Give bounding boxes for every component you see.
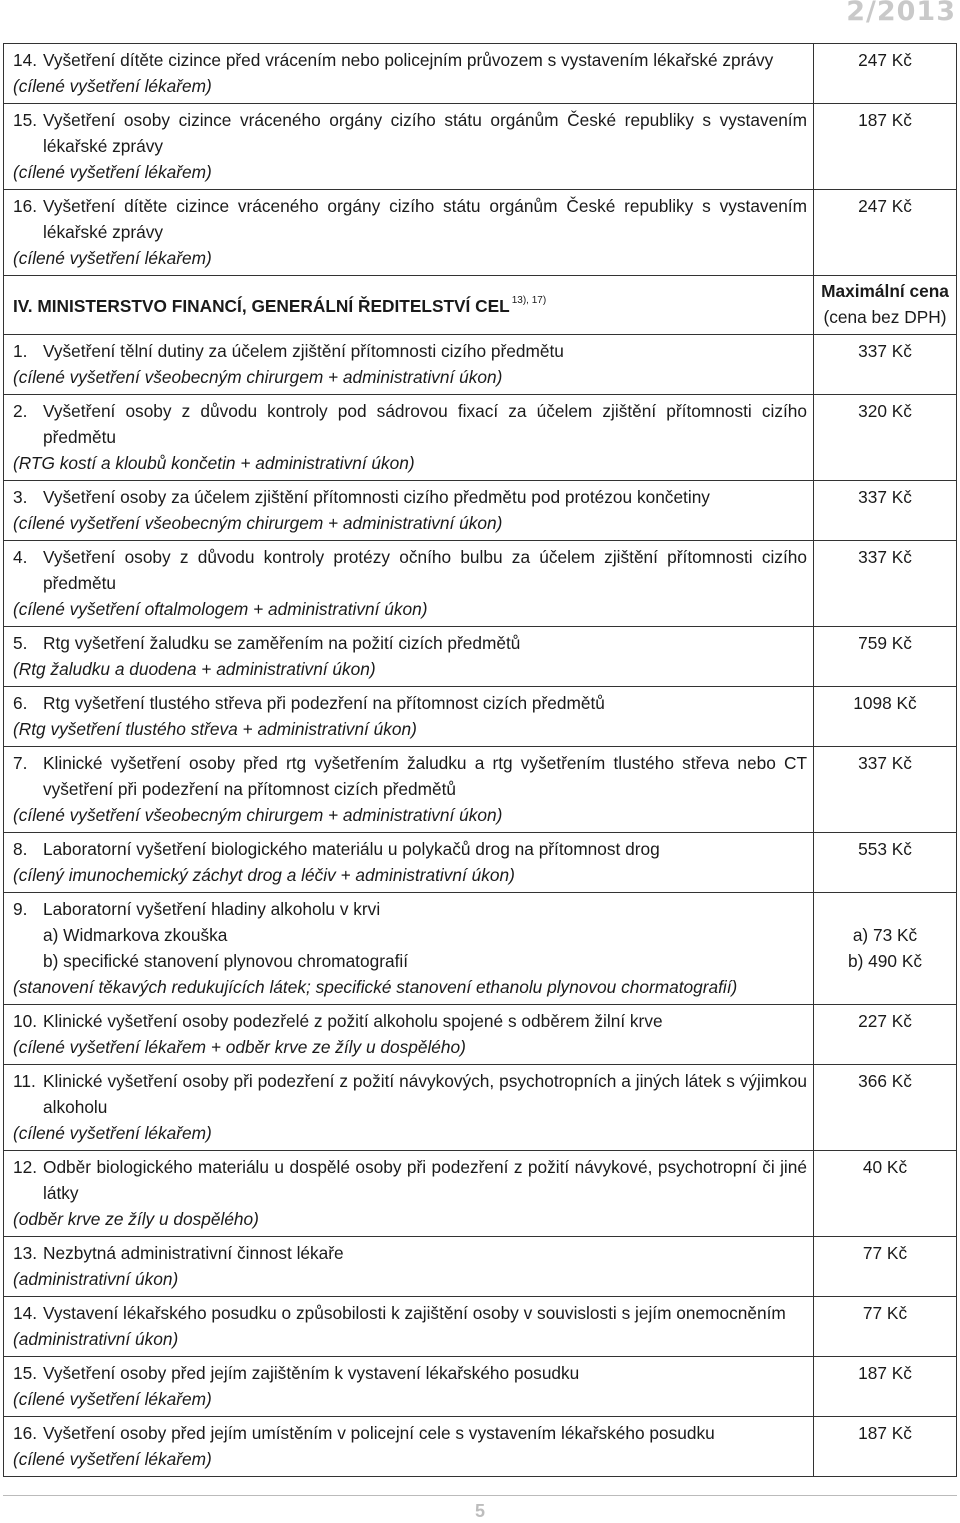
item-text: Laboratorní vyšetření biologického materiálu u polykačů drog na přítomnost drog xyxy=(43,839,660,859)
item-line xyxy=(13,750,807,802)
item-price-cell xyxy=(814,747,957,833)
item-number xyxy=(13,922,43,948)
item-row xyxy=(4,1065,957,1151)
item-description xyxy=(4,893,814,1005)
item-description xyxy=(4,541,814,627)
item-note: (cílené vyšetření lékařem) xyxy=(13,1123,212,1143)
section-footnote: 13), 17) xyxy=(511,295,547,306)
item-price: 1098 Kč xyxy=(853,693,917,713)
item-text: Vyšetření tělní dutiny za účelem zjištění přítomnosti cizího předmětu xyxy=(43,341,564,361)
item-price-cell xyxy=(814,104,957,190)
item-number: 7. xyxy=(13,753,28,773)
item-text: Vyšetření dítěte cizince vráceného orgány cizího státu orgánům České republiky s vystavením lékařské zprávy xyxy=(43,196,807,242)
item-line xyxy=(13,1360,807,1386)
item-description xyxy=(4,44,814,104)
item-line xyxy=(13,630,807,656)
item-text: Klinické vyšetření osoby při podezření z požití návykových, psychotropních a jiných látek s výjimkou alkoholu xyxy=(43,1071,807,1117)
item-price-cell xyxy=(814,833,957,893)
item-price-cell xyxy=(814,1065,957,1151)
item-text: Vyšetření osoby před jejím umístěním v policejní cele s vystavením lékařského posudku xyxy=(43,1423,715,1443)
item-price-cell xyxy=(814,481,957,541)
item-row xyxy=(4,1417,957,1477)
item-price: 77 Kč xyxy=(862,1303,908,1323)
item-price: 759 Kč xyxy=(858,633,912,653)
item-number: 14. xyxy=(13,50,38,70)
item-note: (cílené vyšetření lékařem + odběr krve ze žíly u dospělého) xyxy=(13,1037,466,1057)
item-text: a) Widmarkova zkouška xyxy=(43,925,228,945)
item-text: Rtg vyšetření tlustého střeva při podezření na přítomnost cizích předmětů xyxy=(43,693,605,713)
price-table xyxy=(3,43,957,1477)
item-number: 15. xyxy=(13,110,38,130)
item-number: 12. xyxy=(13,1157,38,1177)
item-line xyxy=(13,1008,807,1034)
item-text: Vyšetření osoby z důvodu kontroly protézy očního bulbu za účelem zjištění přítomnosti cizího předmětu xyxy=(43,547,807,593)
item-note: (cílené vyšetření všeobecným chirurgem + administrativní úkon) xyxy=(13,367,503,387)
item-row xyxy=(4,893,957,1005)
item-row xyxy=(4,1005,957,1065)
item-note: (cílené vyšetření všeobecným chirurgem + administrativní úkon) xyxy=(13,513,503,533)
item-price: b) 490 Kč xyxy=(848,951,922,971)
item-line xyxy=(13,836,807,862)
item-description xyxy=(4,833,814,893)
item-description xyxy=(4,1151,814,1237)
item-row xyxy=(4,1357,957,1417)
item-note: (cílené vyšetření lékařem) xyxy=(13,1389,212,1409)
item-price-cell xyxy=(814,893,957,1005)
item-line xyxy=(13,922,807,948)
item-price-cell xyxy=(814,335,957,395)
item-text: b) specifické stanovení plynovou chromatografií xyxy=(43,951,409,971)
item-row xyxy=(4,1151,957,1237)
item-price-cell xyxy=(814,395,957,481)
item-row xyxy=(4,1237,957,1297)
item-number: 4. xyxy=(13,547,28,567)
item-number: 6. xyxy=(13,693,28,713)
item-note: (administrativní úkon) xyxy=(13,1329,179,1349)
item-number xyxy=(13,948,43,974)
issue-label: 2/2013 xyxy=(846,0,956,27)
item-price: 187 Kč xyxy=(858,110,912,130)
item-note: (cílený imunochemický záchyt drog a léčiv + administrativní úkon) xyxy=(13,865,515,885)
item-text: Vyšetření osoby za účelem zjištění přítomnosti cizího předmětu pod protézou končetiny xyxy=(43,487,710,507)
price-subheader: (cena bez DPH) xyxy=(823,307,947,327)
item-text: Rtg vyšetření žaludku se zaměřením na požití cizích předmětů xyxy=(43,633,521,653)
item-price-cell xyxy=(814,541,957,627)
item-description xyxy=(4,747,814,833)
item-line xyxy=(13,338,807,364)
item-note: (cílené vyšetření lékařem) xyxy=(13,1449,212,1469)
item-price-cell xyxy=(814,190,957,276)
item-number: 8. xyxy=(13,839,28,859)
item-row xyxy=(4,687,957,747)
item-text: Vyšetření osoby z důvodu kontroly pod sádrovou fixací za účelem zjištění přítomnosti cizího předmětu xyxy=(43,401,807,447)
item-number: 10. xyxy=(13,1011,38,1031)
item-number: 3. xyxy=(13,487,28,507)
item-description xyxy=(4,1237,814,1297)
item-price: 337 Kč xyxy=(858,547,912,567)
item-note: (stanovení těkavých redukujících látek; specifické stanovení ethanolu plynovou chormatografií) xyxy=(13,977,738,997)
item-description xyxy=(4,627,814,687)
item-price: 40 Kč xyxy=(862,1157,908,1177)
item-text: Klinické vyšetření osoby před rtg vyšetřením žaludku a rtg vyšetřením tlustého střeva nebo CT vyšetření při podezření na přítomnost cizích předmětů xyxy=(43,753,807,799)
item-line xyxy=(13,896,807,922)
item-text: Vyšetření dítěte cizince před vrácením nebo policejním průvozem s vystavením lékařské zprávy xyxy=(43,50,774,70)
item-note: (cílené vyšetření lékařem) xyxy=(13,248,212,268)
top-item-row xyxy=(4,104,957,190)
page-number: 5 xyxy=(474,1501,485,1521)
item-price: 553 Kč xyxy=(858,839,912,859)
item-row xyxy=(4,1297,957,1357)
item-price-cell xyxy=(814,1005,957,1065)
item-number: 5. xyxy=(13,633,28,653)
item-price-cell xyxy=(814,1151,957,1237)
top-item-row xyxy=(4,44,957,104)
item-price: a) 73 Kč xyxy=(852,925,918,945)
item-number: 14. xyxy=(13,1303,38,1323)
item-row xyxy=(4,335,957,395)
item-price-cell xyxy=(814,1357,957,1417)
item-line xyxy=(13,484,807,510)
item-number: 11. xyxy=(13,1071,36,1091)
item-text: Vystavení lékařského posudku o způsobilosti k zajištění osoby v souvislosti s jejím onemocněním xyxy=(43,1303,786,1323)
item-text: Klinické vyšetření osoby podezřelé z požití alkoholu spojené s odběrem žilní krve xyxy=(43,1011,663,1031)
item-row xyxy=(4,747,957,833)
top-item-row xyxy=(4,190,957,276)
item-number: 15. xyxy=(13,1363,38,1383)
item-number: 16. xyxy=(13,1423,38,1443)
item-row xyxy=(4,627,957,687)
item-price-cell xyxy=(814,627,957,687)
item-line xyxy=(13,690,807,716)
item-number: 1. xyxy=(13,341,28,361)
item-price: 227 Kč xyxy=(858,1011,912,1031)
item-line xyxy=(13,193,807,245)
item-text: Odběr biologického materiálu u dospělé osoby při podezření z požití návykové, psychotropní či jiné látky xyxy=(43,1157,807,1203)
item-note: (Rtg vyšetření tlustého střeva + administrativní úkon) xyxy=(13,719,417,739)
item-row xyxy=(4,833,957,893)
item-price: 337 Kč xyxy=(858,487,912,507)
item-text: Vyšetření osoby cizince vráceného orgány cizího státu orgánům České republiky s vystavením lékařské zprávy xyxy=(43,110,807,156)
item-price: 77 Kč xyxy=(862,1243,908,1263)
item-description xyxy=(4,1417,814,1477)
item-note: (odběr krve ze žíly u dospělého) xyxy=(13,1209,259,1229)
price-spacer xyxy=(818,896,952,922)
item-price: 247 Kč xyxy=(858,50,912,70)
item-line xyxy=(13,398,807,450)
item-description xyxy=(4,1297,814,1357)
item-number: 2. xyxy=(13,401,28,421)
item-row xyxy=(4,481,957,541)
item-line xyxy=(13,47,807,73)
price-table-body xyxy=(4,44,957,1477)
item-price: 247 Kč xyxy=(858,196,912,216)
item-line xyxy=(13,1154,807,1206)
item-note: (cílené vyšetření lékařem) xyxy=(13,76,212,96)
item-number: 16. xyxy=(13,196,38,216)
item-price: 187 Kč xyxy=(858,1423,912,1443)
item-price: 337 Kč xyxy=(858,341,912,361)
item-number: 13. xyxy=(13,1243,38,1263)
item-price-cell xyxy=(814,687,957,747)
price-header: Maximální cena xyxy=(821,281,949,301)
item-price-cell xyxy=(814,1417,957,1477)
item-price-cell xyxy=(814,44,957,104)
item-description xyxy=(4,104,814,190)
item-number: 9. xyxy=(13,899,28,919)
item-description xyxy=(4,1357,814,1417)
item-price: 366 Kč xyxy=(858,1071,912,1091)
item-description xyxy=(4,1005,814,1065)
item-note: (Rtg žaludku a duodena + administrativní úkon) xyxy=(13,659,376,679)
item-note: (cílené vyšetření všeobecným chirurgem + administrativní úkon) xyxy=(13,805,503,825)
item-description xyxy=(4,190,814,276)
section-header-row xyxy=(4,276,957,335)
item-line xyxy=(13,1300,807,1326)
item-line xyxy=(13,544,807,596)
item-line xyxy=(13,1240,807,1266)
section-header xyxy=(4,276,814,335)
item-line xyxy=(13,1068,807,1120)
item-note: (RTG kostí a kloubů končetin + administrativní úkon) xyxy=(13,453,415,473)
item-description xyxy=(4,1065,814,1151)
item-description xyxy=(4,481,814,541)
item-text: Nezbytná administrativní činnost lékaře xyxy=(43,1243,344,1263)
item-note: (administrativní úkon) xyxy=(13,1269,179,1289)
item-price-cell xyxy=(814,1237,957,1297)
item-line xyxy=(13,1420,807,1446)
item-text: Laboratorní vyšetření hladiny alkoholu v krvi xyxy=(43,899,381,919)
item-price-cell xyxy=(814,1297,957,1357)
item-description xyxy=(4,395,814,481)
item-price: 320 Kč xyxy=(858,401,912,421)
item-row xyxy=(4,395,957,481)
footer-divider xyxy=(3,1495,957,1496)
item-note: (cílené vyšetření oftalmologem + administrativní úkon) xyxy=(13,599,428,619)
item-note: (cílené vyšetření lékařem) xyxy=(13,162,212,182)
item-price: 187 Kč xyxy=(858,1363,912,1383)
item-description xyxy=(4,335,814,395)
section-title: IV. MINISTERSTVO FINANCÍ, GENERÁLNÍ ŘEDITELSTVÍ CEL xyxy=(13,296,510,316)
item-row xyxy=(4,541,957,627)
price-column-header xyxy=(814,276,957,335)
item-line xyxy=(13,948,807,974)
item-description xyxy=(4,687,814,747)
item-line xyxy=(13,107,807,159)
item-text: Vyšetření osoby před jejím zajištěním k vystavení lékařského posudku xyxy=(43,1363,580,1383)
item-price: 337 Kč xyxy=(858,753,912,773)
